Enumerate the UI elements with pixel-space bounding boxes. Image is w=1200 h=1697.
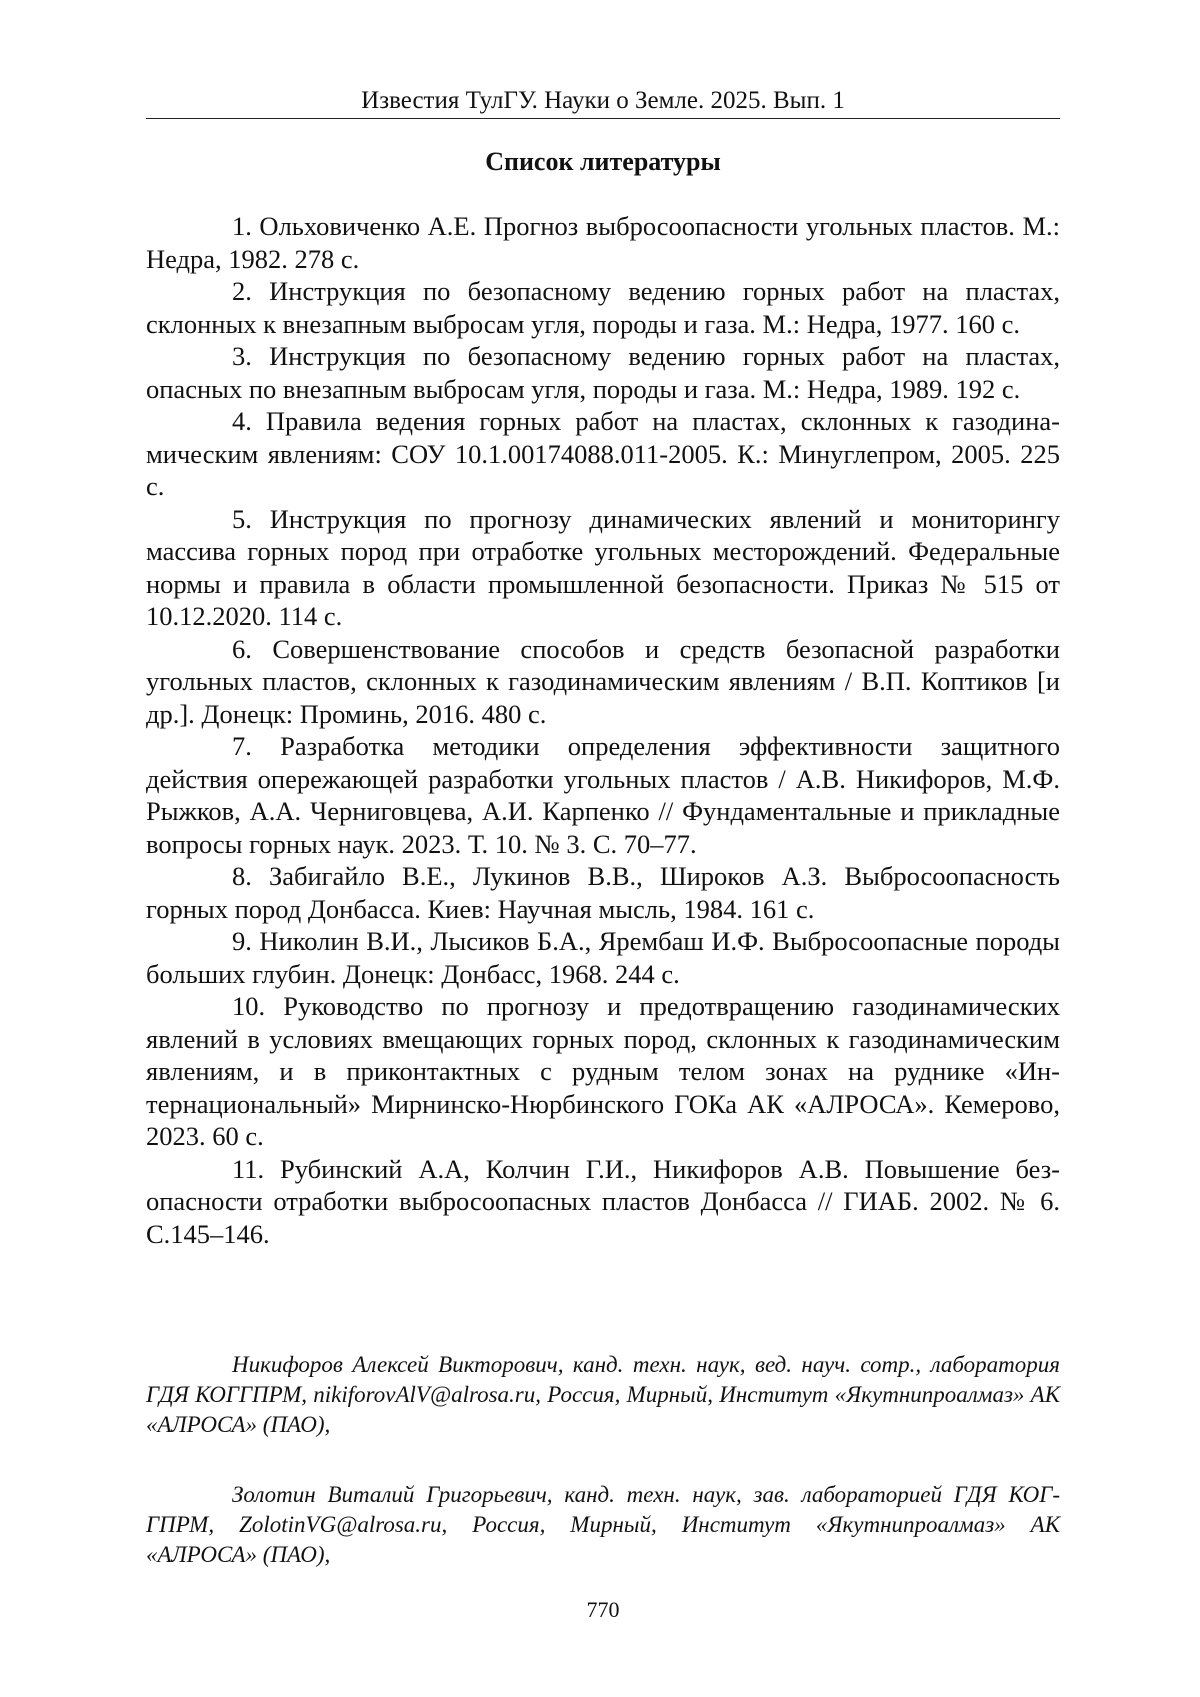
reference-item-4: 4. Правила ведения горных работ на пластах, склонных к газодина­мическим явлениям: СОУ 10.1.00174088.011-2005. К.: Минуглепром, 2005. 225 с.: [146, 405, 1060, 503]
reference-item-7: 7. Разработка методики определения эффективности защитного действия опережающей разработки угольных пластов / А.В. Никифоров, М.Ф. Рыжков, А.А. Черниговцева, А.И. Карпенко // Фундаментальные и прикладные вопросы горных наук. 2023. Т. 10. № 3. С. 70–77.: [146, 730, 1060, 860]
reference-item-9: 9. Николин В.И., Лысиков Б.А., Ярембаш И.Ф. Выбросоопасные породы больших глубин. Донецк: Донбасс, 1968. 244 с.: [146, 925, 1060, 990]
header-rule: [146, 118, 1060, 119]
reference-item-1: 1. Ольховиченко А.Е. Прогноз выбросоопасности угольных пла­стов. М.: Недра, 1982. 278 с.: [146, 210, 1060, 275]
running-header: Известия ТулГУ. Науки о Земле. 2025. Вып. 1: [146, 86, 1060, 116]
author-nikiforov: Никифоров Алексей Викторович, канд. техн. наук, вед. науч. сотр., лабора­тория ГДЯ КОГГПРМ, nikiforovAlV@alrosa.ru, Россия, Мирный, Институт «Якутни­проалмаз» АК «АЛРОСА» (ПАО),: [146, 1350, 1060, 1440]
document-page: [0, 0, 1200, 1697]
reference-item-2: 2. Инструкция по безопасному ведению горных работ на пластах, склонных к внезапным выбросам угля, породы и газа. М.: Недра, 1977. 160 с.: [146, 275, 1060, 340]
reference-item-5: 5. Инструкция по прогнозу динамических явлений и мониторингу массива горных пород при отработке угольных месторождений. Федераль­ные нормы и правила в области промышленной безопасности. Приказ № 515 от 10.12.2020. 114 с.: [146, 503, 1060, 633]
reference-item-8: 8. Забигайло В.Е., Лукинов В.В., Широков А.З. Выбросоопасность горных пород Донбасса. Киев: Научная мысль, 1984. 161 с.: [146, 860, 1060, 925]
page-number: 770: [146, 1596, 1060, 1624]
reference-list: [146, 210, 1060, 1250]
reference-item-6: 6. Совершенствование способов и средств безопасной разработки угольных пластов, склонных к газодинамическим явлениям / В.П. Копти­ков [и др.]. Донецк: Проминь, 2016. 480 с.: [146, 633, 1060, 731]
reference-item-3: 3. Инструкция по безопасному ведению горных работ на пластах, опасных по внезапным выбросам угля, породы и газа. М.: Недра, 1989. 192 с.: [146, 340, 1060, 405]
reference-item-11: 11. Рубинский А.А, Колчин Г.И., Никифоров А.В. Повышение без­опасности отработки выбросоопасных пластов Донбасса // ГИАБ. 2002. № 6. С.145–146.: [146, 1153, 1060, 1251]
reference-item-10: 10. Руководство по прогнозу и предотвращению газодинамических явлений в условиях вмещающих горных пород, склонных к газодинами­ческим явлениям, и в приконтактных с рудным телом зонах на руднике «Ин­тернациональный» Мирнинско-Нюрбинского ГОКа АК «АЛРОСА». Кеме­рово, 2023. 60 с.: [146, 990, 1060, 1153]
section-title: Список литературы: [146, 146, 1060, 178]
author-info: [146, 1350, 1060, 1610]
author-zolotin: Золотин Виталий Григорьевич, канд. техн. наук, зав. лабораторией ГДЯ КОГ­ГПРМ, ZolotinVG@alrosa.ru, Россия, Мирный, Институт «Якутнипроалмаз» АК «АЛРОСА» (ПАО),: [146, 1480, 1060, 1570]
